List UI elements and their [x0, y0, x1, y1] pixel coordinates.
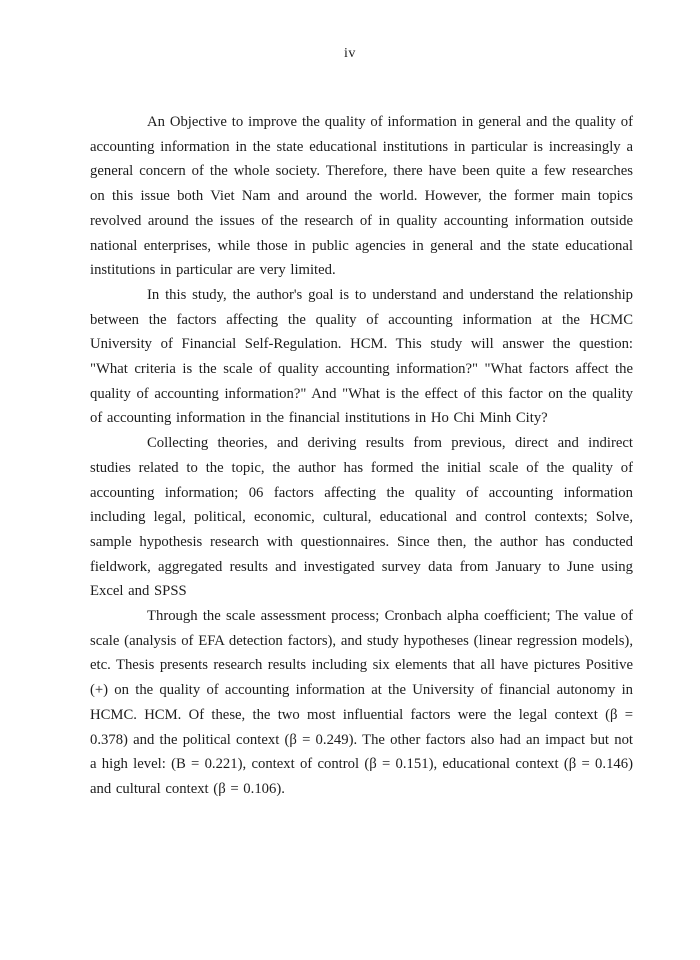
paragraph-study-goal: In this study, the author's goal is to understand and understand the relationship between the factors affecting the quality of accounting information at the HCMC University of Financial Self-Regulation. HCM. This study will answer the question: "What criteria is the scale of quality accounting information?" "What factors affect the quality of accounting information?" And "What is the effect of this factor on the quality of accounting information in the financial institutions in Ho Chi Minh City? — [90, 286, 633, 427]
paragraph-results: Through the scale assessment process; Cronbach alpha coefficient; The value of scale (analysis of EFA detection factors), and study hypotheses (linear regression models), etc. Thesis presents research results including six elements that all have pictures Positive (+) on the quality of accounting information at the University of financial autonomy in HCMC. HCM. Of these, the two most influential factors were the legal context (β = 0.378) and the political context (β = 0.249). The other factors also had an impact but not a high level: (B = 0.221), context of control (β = 0.151), educational context (β = 0.146) and cultural context (β = 0.106). — [90, 608, 633, 797]
paragraph-objective: An Objective to improve the quality of information in general and the quality of accounting information in the state educational institutions in particular is increasingly a general concern of the whole society. Therefore, there have been quite a few researches on this issue both Viet Nam and around the world. However, the former main topics revolved around the issues of the research of in quality accounting information outside national enterprises, while those in public agencies in general and the state educational institutions in particular are very limited. — [90, 114, 633, 279]
paragraph-methodology: Collecting theories, and deriving results from previous, direct and indirect studies related to the topic, the author has formed the initial scale of the quality of accounting information; 06 factors affecting the quality of accounting information including legal, political, economic, cultural, educational and control contexts; Solve, sample hypothesis research with questionnaires. Since then, the author has conducted fieldwork, aggregated results and investigated survey data from January to June using Excel and SPSS — [90, 435, 633, 600]
page-number: iv — [344, 46, 356, 61]
abstract-body — [90, 110, 633, 802]
